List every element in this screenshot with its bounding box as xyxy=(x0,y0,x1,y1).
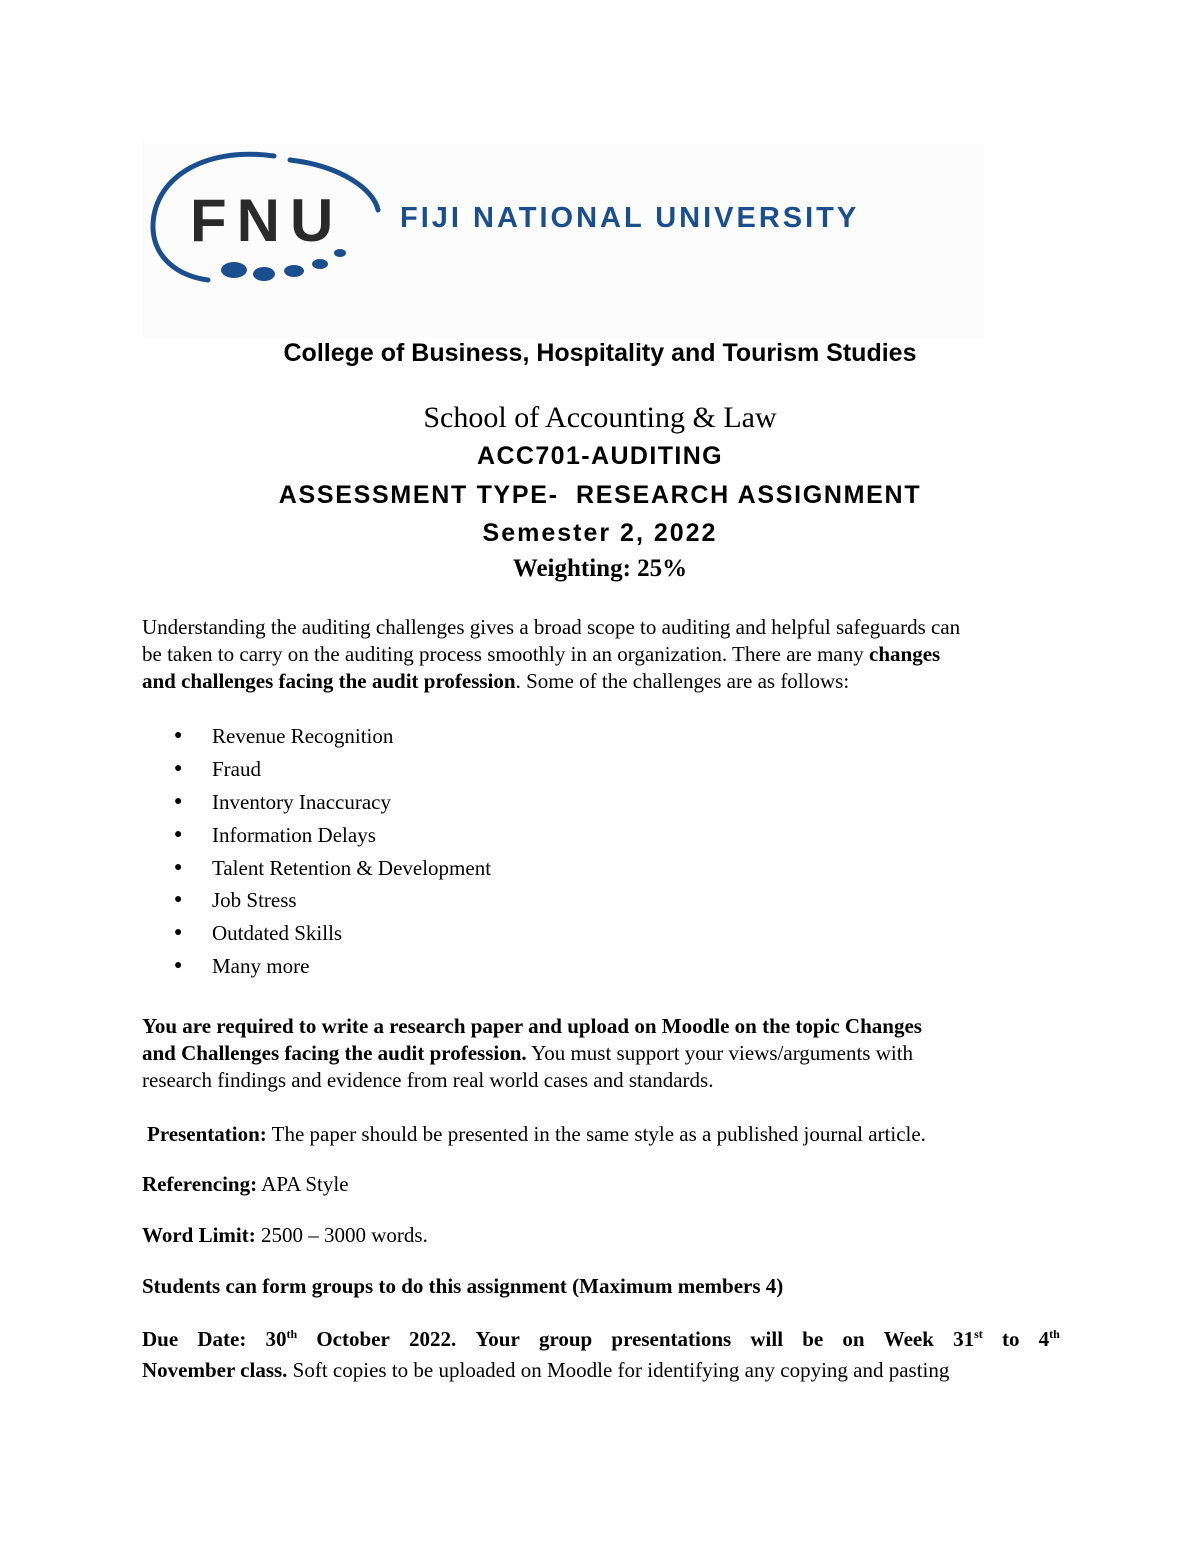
due-word: group xyxy=(538,1327,593,1351)
logo-dot xyxy=(312,259,328,269)
intro-line xyxy=(142,668,1060,695)
word-limit-text: 2500 – 3000 words. xyxy=(255,1223,428,1247)
due-end-number: 4 xyxy=(1038,1327,1050,1351)
logo-abbr: FNU xyxy=(190,187,344,254)
list-item xyxy=(142,950,491,983)
college-name: College of Business, Hospitality and Tourism Studies xyxy=(283,339,917,367)
referencing-text: APA Style xyxy=(257,1172,349,1196)
task-emphasis: You are required to write a research paper and upload on Moodle on the topic Changes xyxy=(142,1014,922,1038)
due-word: presentations xyxy=(611,1327,732,1351)
task-paragraph xyxy=(142,1013,1060,1094)
presentation-label: Presentation: xyxy=(147,1122,267,1146)
task-emphasis: and Challenges facing the audit profession. xyxy=(142,1041,527,1065)
school-name: School of Accounting & Law xyxy=(423,401,777,434)
list-item xyxy=(142,720,491,753)
due-text: Soft copies to be uploaded on Moodle for identifying any copying and pasting xyxy=(287,1358,950,1382)
bullet-icon: ● xyxy=(174,859,183,875)
due-word: will xyxy=(750,1327,784,1351)
intro-emphasis: and challenges facing the audit profession xyxy=(142,669,516,693)
due-date-line xyxy=(142,1324,1060,1355)
bullet-icon: ● xyxy=(174,925,183,941)
due-word: 2022. xyxy=(409,1327,457,1351)
word-limit-label: Word Limit: xyxy=(142,1223,256,1247)
task-line xyxy=(142,1040,1060,1067)
logo-dot xyxy=(253,267,275,281)
bullet-icon: ● xyxy=(174,826,183,842)
list-item xyxy=(142,786,491,819)
bullet-icon: ● xyxy=(174,793,183,809)
groups-line xyxy=(142,1273,1060,1300)
due-word: October xyxy=(316,1327,390,1351)
bullet-icon: ● xyxy=(174,728,183,743)
due-word: Due xyxy=(142,1327,179,1351)
logo-university-name: FIJI NATIONAL UNIVERSITY xyxy=(400,202,860,234)
list-item xyxy=(142,917,491,950)
weighting: Weighting: 25% xyxy=(512,555,688,582)
bullet-icon: ● xyxy=(174,760,183,776)
list-item-label: Inventory Inaccuracy xyxy=(212,789,391,814)
due-week-number: 31 xyxy=(953,1327,975,1351)
task-line xyxy=(142,1013,1060,1040)
list-item-label: Outdated Skills xyxy=(212,921,343,946)
due-word: to xyxy=(1001,1327,1020,1351)
challenges-list xyxy=(142,720,491,983)
due-date-paragraph xyxy=(142,1324,1060,1386)
due-word: Week xyxy=(883,1327,934,1351)
list-item-label: Job Stress xyxy=(212,888,297,913)
due-emphasis: November class. xyxy=(142,1358,288,1382)
task-line: research findings and evidence from real world cases and standards. xyxy=(142,1068,714,1092)
university-logo xyxy=(142,140,984,338)
word-limit-line xyxy=(142,1222,1060,1249)
list-item-label: Many more xyxy=(212,954,310,979)
list-item-label: Talent Retention & Development xyxy=(212,855,492,880)
referencing-label: Referencing: xyxy=(142,1172,258,1196)
due-day xyxy=(266,1324,298,1355)
logo-dot xyxy=(284,265,304,277)
list-item xyxy=(142,884,491,917)
list-item-label: Information Delays xyxy=(212,822,376,847)
intro-emphasis: changes xyxy=(869,642,941,666)
bullet-icon: ● xyxy=(174,958,183,974)
due-end-day xyxy=(1039,1324,1060,1355)
logo-dot xyxy=(221,262,247,278)
due-word: be xyxy=(802,1327,824,1351)
course-title: ACC701-AUDITING xyxy=(476,442,724,470)
list-item-label: Revenue Recognition xyxy=(212,724,394,748)
presentation-line xyxy=(147,1121,1065,1148)
due-date-line xyxy=(142,1355,1060,1386)
assessment-type: ASSESSMENT TYPE- RESEARCH ASSIGNMENT xyxy=(278,481,922,509)
groups-text: Students can form groups to do this assignment (Maximum members 4) xyxy=(142,1274,784,1298)
semester: Semester 2, 2022 xyxy=(482,519,718,547)
referencing-line xyxy=(142,1171,1060,1198)
bullet-icon: ● xyxy=(174,892,183,908)
due-word: Date: xyxy=(197,1327,247,1351)
due-week-suffix: st xyxy=(974,1327,983,1341)
task-text: You must support your views/arguments with xyxy=(526,1041,914,1065)
due-end-suffix: th xyxy=(1049,1327,1060,1341)
intro-text: be taken to carry on the auditing process smoothly in an organization. There are many xyxy=(142,642,870,666)
due-day-suffix: th xyxy=(286,1327,298,1341)
presentation-text: The paper should be presented in the same style as a published journal article. xyxy=(266,1122,926,1146)
due-word: Your xyxy=(475,1327,520,1351)
intro-line: Understanding the auditing challenges gives a broad scope to auditing and helpful safeguards can xyxy=(142,615,961,639)
list-item xyxy=(142,852,491,885)
list-item xyxy=(142,753,491,786)
intro-line xyxy=(142,641,1060,668)
due-word: on xyxy=(842,1327,865,1351)
intro-text: . Some of the challenges are as follows: xyxy=(515,669,850,693)
due-week xyxy=(953,1324,983,1355)
list-item xyxy=(142,819,491,852)
list-item-label: Fraud xyxy=(212,756,261,781)
intro-paragraph xyxy=(142,614,1060,695)
due-day-number: 30 xyxy=(265,1327,287,1351)
fnu-logo-graphic xyxy=(142,140,984,338)
